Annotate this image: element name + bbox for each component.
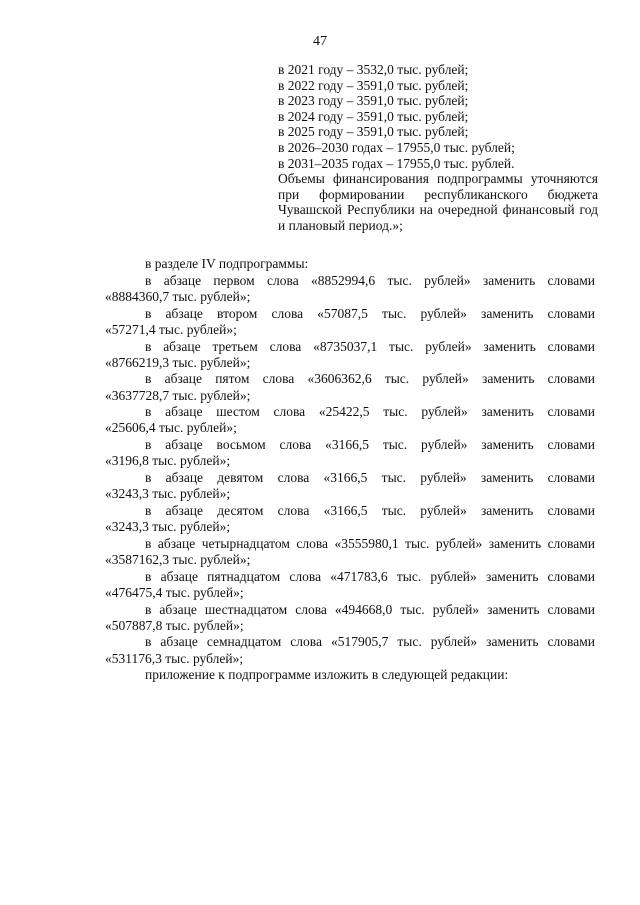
amendment-item xyxy=(105,273,595,305)
amendment-item xyxy=(105,306,595,338)
amendment-new-value: «507887,8 тыс. рублей»; xyxy=(105,617,244,633)
section-heading: в разделе IV подпрограммы: xyxy=(145,256,309,271)
amendment-new-value: «3637728,7 тыс. рублей»; xyxy=(105,387,251,403)
year-line: в 2026–2030 годах – 17955,0 тыс. рублей; xyxy=(278,139,515,155)
funding-by-year-list xyxy=(278,62,598,234)
amendment-text: в абзаце первом слова «8852994,6 тыс. рублей» заменить словами xyxy=(145,272,595,288)
amendment-new-value: «3243,3 тыс. рублей»; xyxy=(105,486,231,502)
amendment-item xyxy=(105,602,595,634)
amendment-item xyxy=(105,404,595,436)
year-line: в 2025 году – 3591,0 тыс. рублей; xyxy=(278,124,469,140)
amendment-new-value: «25606,4 тыс. рублей»; xyxy=(105,420,237,436)
amendment-new-value: «8766219,3 тыс. рублей»; xyxy=(105,354,251,370)
amendment-text: в абзаце девятом слова «3166,5 тыс. рублей» заменить словами xyxy=(145,470,595,486)
amendment-text: в абзаце десятом слова «3166,5 тыс. рублей» заменить словами xyxy=(145,502,595,518)
amendment-new-value: «8884360,7 тыс. рублей»; xyxy=(105,288,251,304)
year-line: в 2021 году – 3532,0 тыс. рублей; xyxy=(278,62,469,77)
amendment-text: в абзаце шестнадцатом слова «494668,0 тыс. рублей» заменить словами xyxy=(145,601,595,617)
amendment-item xyxy=(105,634,595,666)
amendment-new-value: «531176,3 тыс. рублей»; xyxy=(105,650,244,666)
amendment-new-value: «3243,3 тыс. рублей»; xyxy=(105,519,231,534)
amendment-text: в абзаце семнадцатом слова «517905,7 тыс. рублей» заменить словами xyxy=(145,634,595,650)
amendment-new-value: «57271,4 тыс. рублей»; xyxy=(105,321,237,337)
year-line: в 2023 году – 3591,0 тыс. рублей; xyxy=(278,93,469,109)
amendment-text: в абзаце шестом слова «25422,5 тыс. рублей» заменить словами xyxy=(145,404,595,420)
amendment-new-value: «476475,4 тыс. рублей»; xyxy=(105,584,244,600)
amendment-new-value: «3587162,3 тыс. рублей»; xyxy=(105,551,251,567)
amendment-item xyxy=(105,536,595,568)
amendment-item xyxy=(105,470,595,502)
amendment-text: в абзаце восьмом слова «3166,5 тыс. рублей» заменить словами xyxy=(145,437,595,453)
amendment-item xyxy=(105,503,595,535)
amendment-text: в абзаце третьем слова «8735037,1 тыс. рублей» заменить словами xyxy=(145,338,595,354)
page-number: 47 xyxy=(313,34,327,49)
amendment-new-value: «3196,8 тыс. рублей»; xyxy=(105,453,231,469)
amendment-text: в абзаце пятнадцатом слова «471783,6 тыс. рублей» заменить словами xyxy=(145,568,595,584)
closing-instruction: приложение к подпрограмме изложить в следующей редакции: xyxy=(145,667,509,683)
amendment-text: в абзаце втором слова «57087,5 тыс. рублей» заменить словами xyxy=(145,305,595,321)
amendment-item xyxy=(105,569,595,601)
amendment-item xyxy=(105,339,595,371)
year-line: в 2022 году – 3591,0 тыс. рублей; xyxy=(278,77,469,93)
amendment-item xyxy=(105,371,595,403)
financing-note: Объемы финансирования подпрограммы уточняются при формировании республиканского бюджета Чувашской Республики на очередной финансовый год и плановый период.»; xyxy=(278,171,598,233)
year-line: в 2031–2035 годах – 17955,0 тыс. рублей. xyxy=(278,155,515,171)
year-line: в 2024 году – 3591,0 тыс. рублей; xyxy=(278,108,469,124)
amendment-item xyxy=(105,437,595,469)
amendments-section xyxy=(105,256,595,683)
amendment-text: в абзаце четырнадцатом слова «3555980,1 тыс. рублей» заменить словами xyxy=(145,535,595,551)
amendment-text: в абзаце пятом слова «3606362,6 тыс. рублей» заменить словами xyxy=(145,371,595,387)
